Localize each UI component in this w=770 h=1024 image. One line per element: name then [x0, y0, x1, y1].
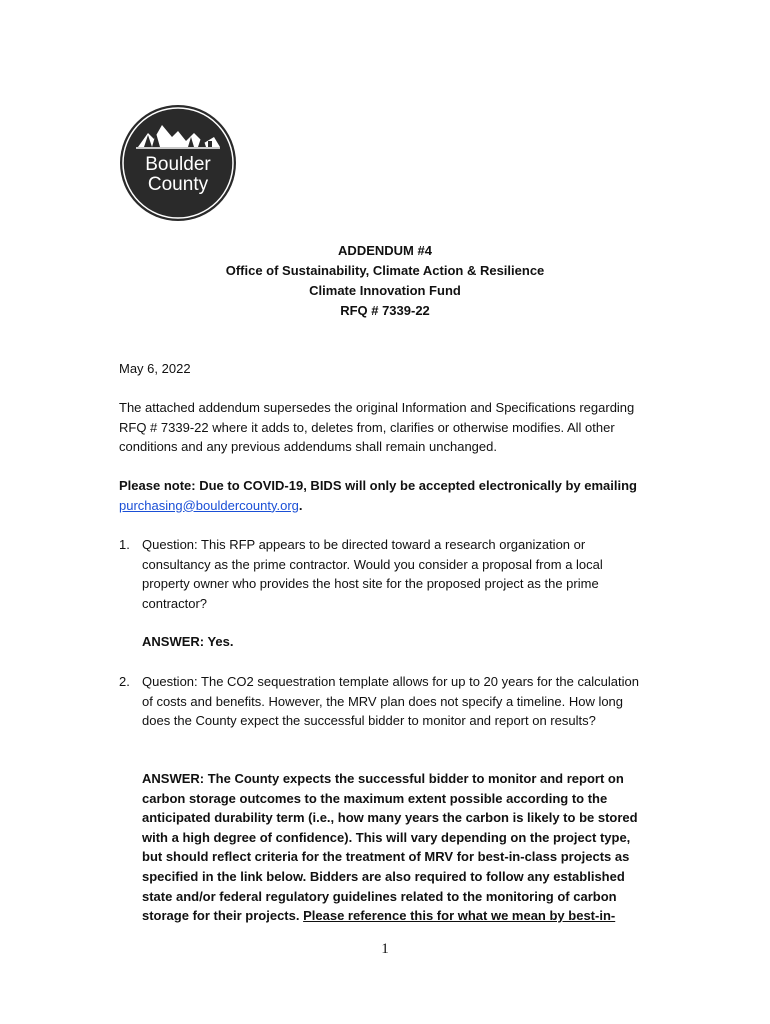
intro-paragraph: The attached addendum supersedes the original Information and Specifications regarding RFQ # 7339-22 where it adds to, deletes from, clarifies or otherwise modifies. All other conditions and any previous addendums shall remain unchanged. — [119, 400, 635, 454]
answer-1: ANSWER: Yes. — [142, 634, 234, 649]
logo-line1: Boulder — [145, 154, 211, 175]
reference-link[interactable]: Please reference this for what we mean by best-in- — [303, 908, 616, 924]
question-2 — [119, 672, 649, 731]
answer-2 — [142, 769, 650, 926]
question-1 — [119, 535, 649, 613]
header-fund: Climate Innovation Fund — [309, 283, 461, 298]
purchasing-email-link[interactable]: purchasing@bouldercounty.org — [119, 497, 299, 513]
header-addendum: ADDENDUM #4 — [338, 243, 432, 258]
question-text: Question: The CO2 sequestration template allows for up to 20 years for the calculation of costs and benefits. However, the MRV plan does not specify a timeline. How long does the County expect the successful bidder to monitor and report on results? — [142, 674, 639, 728]
logo-line2: County — [147, 174, 209, 195]
note-end: . — [298, 497, 303, 513]
question-number: 2. — [119, 674, 130, 689]
covid-note — [119, 476, 649, 515]
addendum-header — [0, 241, 770, 321]
document-date: May 6, 2022 — [119, 361, 191, 376]
question-text: Question: This RFP appears to be directed toward a research organization or consultancy as the prime contractor. Would you consider a proposal from a local property owner who provides the host site for the proposed project as the prime contractor? — [142, 537, 603, 611]
header-office: Office of Sustainability, Climate Action & Resilience — [225, 263, 545, 278]
answer-text: ANSWER: The County expects the successful bidder to monitor and report on carbon storage outcomes to the maximum extent possible according to the anticipated durability term (i.e., how many years the carbon is likely to be stored with a high degree of confidence). This will vary depending on the project type, but should reflect criteria for the treatment of MRV for best-in-class projects as specified in the link below. Bidders are also required to follow any established state and/or federal regulatory guidelines related to the monitoring of carbon storage for their projects. — [142, 771, 638, 924]
question-number: 1. — [119, 537, 130, 552]
note-text: Please note: Due to COVID-19, BIDS will only be accepted electronically by emailing — [119, 478, 637, 493]
header-rfq: RFQ # 7339-22 — [340, 303, 430, 318]
boulder-county-logo — [118, 103, 238, 223]
page-number: 1 — [381, 941, 389, 957]
